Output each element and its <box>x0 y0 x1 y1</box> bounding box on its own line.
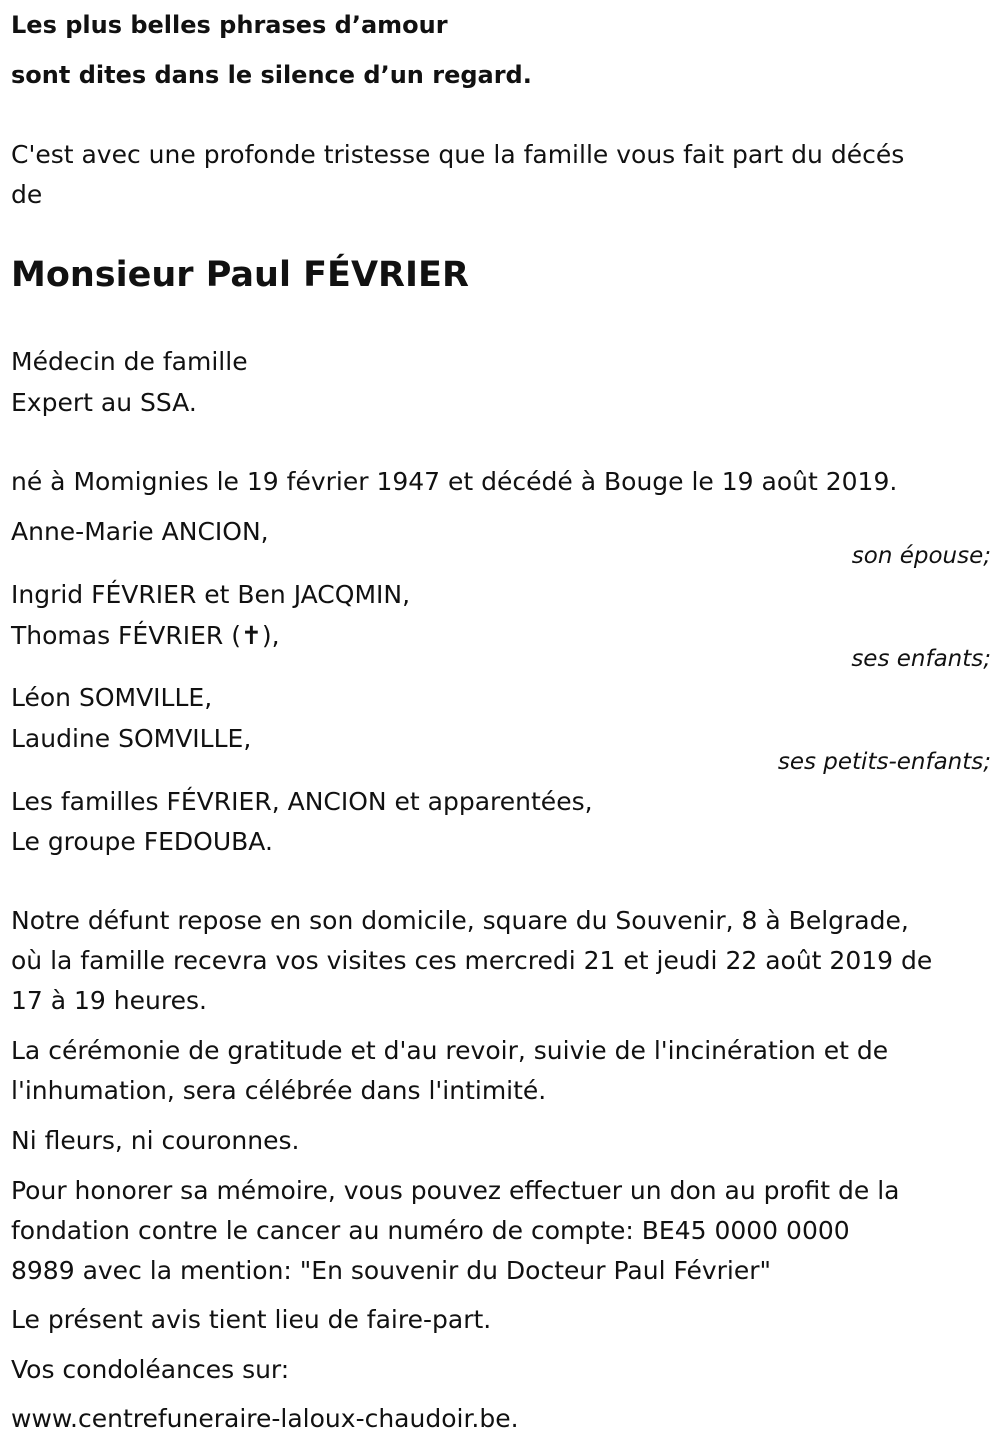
quote-line-2: sont dites dans le silence d’un regard. <box>11 61 532 89</box>
donation-line-3: 8989 avec la mention: "En souvenir du Docteur Paul Février" <box>11 1256 772 1285</box>
donation-line-2: fondation contre le cancer au numéro de compte: BE45 0000 0000 <box>11 1216 850 1245</box>
repose-line-1: Notre défunt repose en son domicile, square du Souvenir, 8 à Belgrade, <box>11 906 909 935</box>
deceased-name: Monsieur Paul FÉVRIER <box>11 255 469 295</box>
grandchild-2-name: Laudine SOMVILLE, <box>11 724 252 753</box>
donation-line-1: Pour honorer sa mémoire, vous pouvez effectuer un don au profit de la <box>11 1176 900 1205</box>
child-2-text: Thomas FÉVRIER ( <box>11 621 241 650</box>
ceremony-line-1: La cérémonie de gratitude et d'au revoir, suivie de l'incinération et de <box>11 1036 889 1065</box>
group-line: Le groupe FEDOUBA. <box>11 827 273 856</box>
spouse-relation: son épouse; <box>851 543 991 569</box>
grandchildren-relation: ses petits-enfants; <box>777 749 991 775</box>
cross-icon: ✝ <box>240 621 262 650</box>
deceased-title-2: Expert au SSA. <box>11 388 197 417</box>
condolences-website-link[interactable]: www.centrefuneraire-laloux-chaudoir.be. <box>11 1404 519 1433</box>
child-1-name: Ingrid FÉVRIER et Ben JACQMIN, <box>11 580 411 609</box>
repose-line-2: où la famille recevra vos visites ces mercredi 21 et jeudi 22 août 2019 de <box>11 946 933 975</box>
intro-line-2: de <box>11 180 43 209</box>
ceremony-line-2: l'inhumation, sera célébrée dans l'intimité. <box>11 1076 547 1105</box>
child-2-name <box>11 621 280 651</box>
condolences-label: Vos condoléances sur: <box>11 1355 290 1384</box>
intro-line-1: C'est avec une profonde tristesse que la famille vous fait part du décés <box>11 140 905 169</box>
notice-line: Le présent avis tient lieu de faire-part. <box>11 1305 492 1334</box>
repose-line-3: 17 à 19 heures. <box>11 986 207 1015</box>
deceased-title-1: Médecin de famille <box>11 347 248 376</box>
families-line: Les familles FÉVRIER, ANCION et apparentées, <box>11 787 593 816</box>
children-relation: ses enfants; <box>851 646 991 672</box>
child-2-end: ), <box>261 621 280 650</box>
birth-death-line: né à Momignies le 19 février 1947 et décédé à Bouge le 19 août 2019. <box>11 467 898 496</box>
spouse-name: Anne-Marie ANCION, <box>11 517 269 546</box>
grandchild-1-name: Léon SOMVILLE, <box>11 683 213 712</box>
obituary-notice <box>11 0 991 1449</box>
no-flowers-line: Ni fleurs, ni couronnes. <box>11 1126 300 1155</box>
quote-line-1: Les plus belles phrases d’amour <box>11 11 448 39</box>
